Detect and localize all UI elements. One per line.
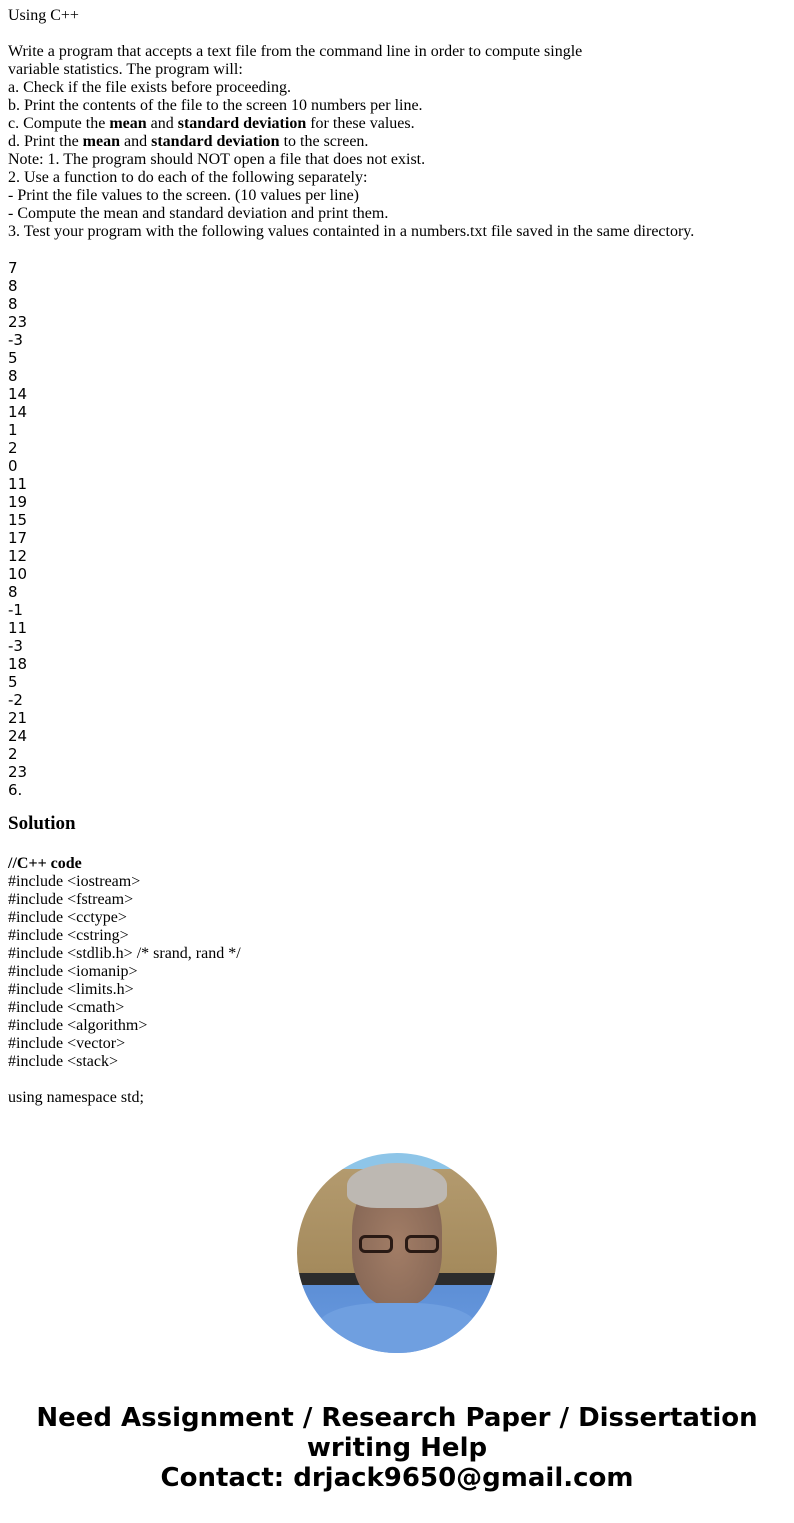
promo-banner: [0, 1403, 794, 1493]
number-item: 23: [8, 313, 28, 331]
question-block: [8, 7, 788, 799]
number-item: 14: [8, 403, 28, 421]
include-line: #include <cmath>: [8, 999, 125, 1016]
number-item: 17: [8, 529, 28, 547]
number-item: 14: [8, 385, 28, 403]
step-a: a. Check if the file exists before proceeding.: [8, 79, 291, 96]
solution-code: [8, 855, 241, 1107]
note-2a: - Print the file values to the screen. (10 values per line): [8, 187, 359, 204]
number-item: 7: [8, 259, 18, 277]
number-item: -3: [8, 331, 23, 349]
number-item: -2: [8, 691, 23, 709]
include-line: #include <cctype>: [8, 909, 127, 926]
number-item: 2: [8, 745, 18, 763]
step-c: c. Compute the mean and standard deviation for these values.: [8, 115, 415, 132]
number-item: 8: [8, 367, 18, 385]
number-item: 2: [8, 439, 18, 457]
solution-heading: Solution: [8, 813, 76, 834]
step-d: d. Print the mean and standard deviation to the screen.: [8, 133, 369, 150]
avatar-shirt: [317, 1303, 477, 1353]
promo-contact: Contact: drjack9650@gmail.com: [160, 1463, 634, 1493]
number-item: 6.: [8, 781, 23, 799]
step-b: b. Print the contents of the file to the screen 10 numbers per line.: [8, 97, 423, 114]
number-item: 8: [8, 295, 18, 313]
number-item: 24: [8, 727, 28, 745]
note-3: 3. Test your program with the following values containted in a numbers.txt file saved in the same directory.: [8, 223, 695, 240]
number-item: 15: [8, 511, 28, 529]
author-avatar: [297, 1153, 497, 1353]
question-title: Using C++: [8, 7, 79, 24]
include-line: #include <stdlib.h> /* srand, rand */: [8, 945, 241, 962]
include-line: #include <algorithm>: [8, 1017, 148, 1034]
code-comment: //C++ code: [8, 855, 82, 872]
include-line: #include <iomanip>: [8, 963, 138, 980]
number-item: -1: [8, 601, 23, 619]
number-item: 18: [8, 655, 28, 673]
include-line: #include <iostream>: [8, 873, 141, 890]
number-item: 1: [8, 421, 18, 439]
avatar-hair: [347, 1163, 447, 1208]
includes-list: [8, 873, 241, 1071]
number-item: 5: [8, 673, 18, 691]
number-item: 11: [8, 475, 28, 493]
note-2b: - Compute the mean and standard deviation and print them.: [8, 205, 389, 222]
number-item: 8: [8, 583, 18, 601]
number-item: 0: [8, 457, 18, 475]
number-item: 19: [8, 493, 28, 511]
include-line: #include <cstring>: [8, 927, 129, 944]
include-line: #include <stack>: [8, 1053, 119, 1070]
avatar-glasses: [359, 1235, 439, 1255]
include-line: #include <limits.h>: [8, 981, 134, 998]
using-namespace-line: using namespace std;: [8, 1089, 144, 1106]
number-item: 5: [8, 349, 18, 367]
intro-line-1: Write a program that accepts a text file from the command line in order to compute single: [8, 43, 583, 60]
note-1: Note: 1. The program should NOT open a file that does not exist.: [8, 151, 426, 168]
number-item: 10: [8, 565, 28, 583]
promo-line-1: Need Assignment / Research Paper / Dissertation: [36, 1403, 758, 1433]
include-line: #include <fstream>: [8, 891, 134, 908]
number-item: -3: [8, 637, 23, 655]
number-item: 23: [8, 763, 28, 781]
number-item: 12: [8, 547, 28, 565]
number-item: 21: [8, 709, 28, 727]
include-line: #include <vector>: [8, 1035, 126, 1052]
note-2: 2. Use a function to do each of the following separately:: [8, 169, 368, 186]
promo-line-2: writing Help: [306, 1433, 488, 1463]
intro-line-2: variable statistics. The program will:: [8, 61, 243, 78]
number-item: 11: [8, 619, 28, 637]
number-item: 8: [8, 277, 18, 295]
numbers-list: [8, 259, 788, 799]
